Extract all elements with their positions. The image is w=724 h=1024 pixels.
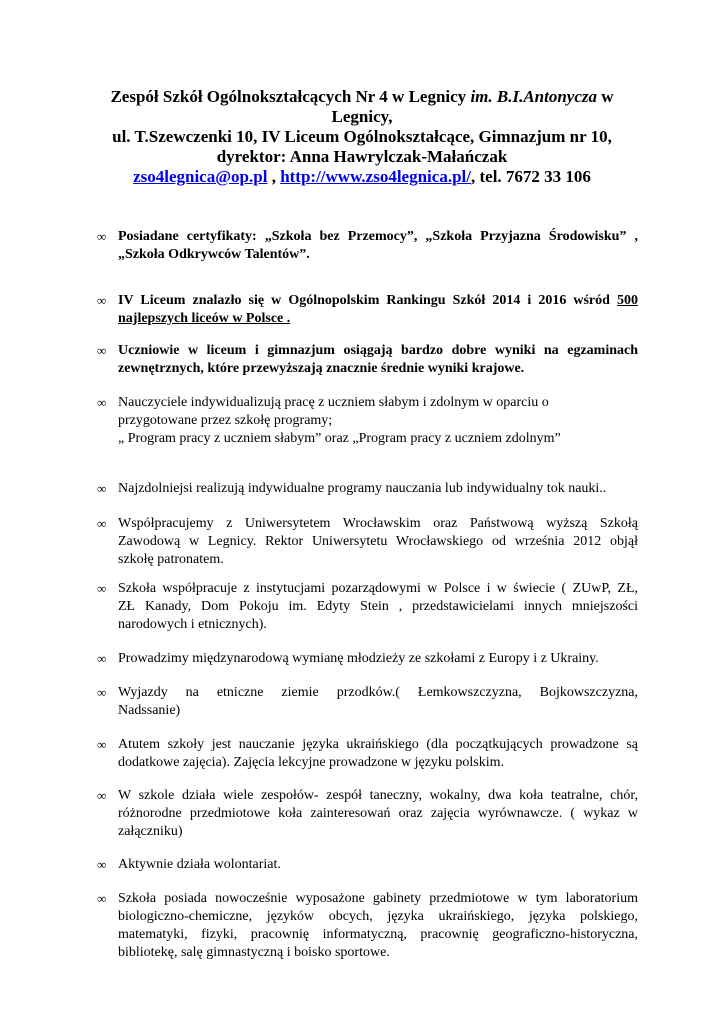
header-contact	[90, 167, 634, 187]
header-line-1	[90, 87, 634, 107]
list-item	[97, 394, 638, 448]
contact-separator: ,	[267, 167, 281, 186]
school-name: Zespół Szkół Ogólnokształcących Nr 4 w Legnicy	[110, 87, 471, 106]
item-text: Szkoła współpracuje z instytucjami pozarządowymi w Polsce i w świecie ( ZUwP, ZŁ,	[118, 581, 638, 596]
item-text: bibliotekę, salę gimnastyczną i boisko sportowe.	[118, 945, 390, 960]
list-item	[97, 684, 638, 720]
item-text: szkołę patronatem.	[118, 552, 224, 567]
infinity-bullet-icon: ∞	[97, 651, 107, 666]
item-text: Prowadzimy międzynarodową wymianę młodzieży ze szkołami z Europy i z Ukrainy.	[118, 651, 599, 666]
item-text: Atutem szkoły jest nauczanie języka ukraińskiego (dla początkujących prowadzone są	[118, 737, 638, 752]
item-text: dodatkowe zajęcia). Zajęcia lekcyjne prowadzone w języku polskim.	[118, 755, 505, 770]
list-item	[97, 292, 638, 328]
header-line-2: Legnicy,	[331, 107, 393, 126]
item-text: Nauczyciele indywidualizują pracę z uczniem słabym i zdolnym w oparciu o	[118, 395, 549, 410]
item-text: Posiadane certyfikaty: „Szkoła bez Przemocy”, „Szkoła Przyjazna Środowisku” ,	[118, 229, 638, 244]
list-item	[97, 856, 638, 874]
infinity-bullet-icon: ∞	[97, 293, 107, 308]
header-address: ul. T.Szewczenki 10, IV Liceum Ogólnokształcące, Gimnazjum nr 10,	[112, 127, 612, 146]
header-director: dyrektor: Anna Hawrylczak-Małańczak	[216, 147, 508, 166]
infinity-bullet-icon: ∞	[97, 788, 107, 803]
header-line-1-end: w	[597, 87, 614, 106]
infinity-bullet-icon: ∞	[97, 857, 107, 872]
infinity-bullet-icon: ∞	[97, 737, 107, 752]
list-item	[97, 515, 638, 569]
ranking-number: 500	[617, 293, 638, 308]
item-text: Wyjazdy na etniczne ziemie przodków.( Łemkowszczyzna, Bojkowszczyzna,	[118, 685, 638, 700]
item-text: Zawodową w Legnicy. Rektor Uniwersytetu Wrocławskiego od września 2012 objął	[118, 534, 638, 549]
list-item	[97, 890, 638, 962]
item-text: narodowych i etnicznych).	[118, 617, 267, 632]
item-text: „Szkoła Odkrywców Talentów”.	[118, 247, 310, 262]
document-header	[90, 87, 634, 187]
school-patron: im. B.I.Antonycza	[470, 87, 598, 106]
infinity-bullet-icon: ∞	[97, 891, 107, 906]
item-text: Uczniowie w liceum i gimnazjum osiągają bardzo dobre wyniki na egzaminach	[118, 343, 638, 358]
list-item	[97, 580, 638, 634]
item-text: matematyki, fizyki, pracownię informatyczną, pracownię geograficzno-historyczna,	[118, 927, 638, 942]
item-text: W szkole działa wiele zespołów- zespół taneczny, wokalny, dwa koła teatralne, chór,	[118, 788, 638, 803]
item-text: ZŁ Kanady, Dom Pokoju im. Edyty Stein , przedstawicielami innych mniejszości	[118, 599, 638, 614]
item-text: przygotowane przez szkołę programy;	[118, 413, 333, 428]
item-text: Szkoła posiada nowocześnie wyposażone gabinety przedmiotowe w tym laboratorium	[118, 891, 638, 906]
item-text: różnorodne przedmiotowe koła zainteresowań oraz zajęcia wyrównawcze. ( wykaz w	[118, 806, 638, 821]
list-item	[97, 787, 638, 841]
infinity-bullet-icon: ∞	[97, 343, 107, 358]
infinity-bullet-icon: ∞	[97, 685, 107, 700]
list-item	[97, 650, 638, 668]
email-link[interactable]: zso4legnica@op.pl	[133, 167, 268, 186]
infinity-bullet-icon: ∞	[97, 395, 107, 410]
website-link[interactable]: http://www.zso4legnica.pl/	[280, 167, 471, 186]
infinity-bullet-icon: ∞	[97, 581, 107, 596]
item-text: Współpracujemy z Uniwersytetem Wrocławskim oraz Państwową wyższą Szkołą	[118, 516, 638, 531]
list-item	[97, 342, 638, 378]
item-text: biologiczno-chemiczne, języków obcych, języka ukraińskiego, języka polskiego,	[118, 909, 638, 924]
infinity-bullet-icon: ∞	[97, 229, 107, 244]
item-text-part: IV Liceum znalazło się w Ogólnopolskim Rankingu Szkół 2014 i 2016 wśród	[118, 293, 610, 308]
list-item	[97, 480, 638, 498]
item-text: Aktywnie działa wolontariat.	[118, 857, 281, 872]
item-text: najlepszych liceów w Polsce .	[118, 311, 291, 326]
infinity-bullet-icon: ∞	[97, 516, 107, 531]
item-text: „ Program pracy z uczniem słabym” oraz „Program pracy z uczniem zdolnym”	[118, 431, 561, 446]
item-text: załączniku)	[118, 824, 183, 839]
phone-number: , tel. 7672 33 106	[470, 167, 591, 186]
list-item	[97, 736, 638, 772]
item-text: Najzdolniejsi realizują indywidualne programy nauczania lub indywidualny tok nauki..	[118, 481, 607, 496]
list-item	[97, 228, 638, 264]
item-text: Nadssanie)	[118, 703, 181, 718]
item-text	[118, 292, 638, 310]
infinity-bullet-icon: ∞	[97, 481, 107, 496]
item-text: zewnętrznych, które przewyższają znacznie średnie wyniki krajowe.	[118, 361, 525, 376]
